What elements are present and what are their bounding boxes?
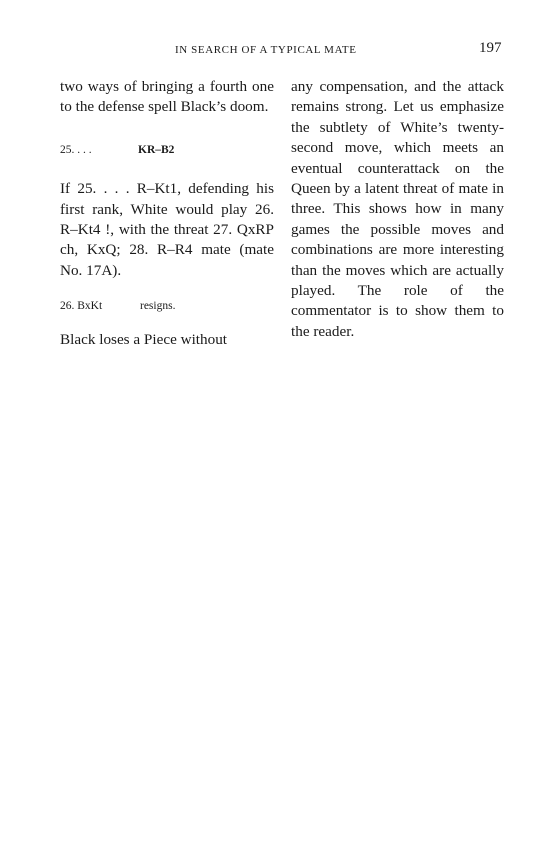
right-paragraph: any compensation, and the attack remains strong. Let us emphasize the subtlety of White’s twenty-second move, which meets an eventual counterattack on the Queen by a latent threat of mate in three. This shows how in many games the possible moves and combinations are more interesting than the moves which are actually played. The role of the commentator is to show them to the reader. <box>291 78 504 340</box>
move-25-text: KR–B2 <box>138 143 175 156</box>
move-25 <box>60 140 274 160</box>
move-26-number: 26. BxKt <box>60 300 103 313</box>
left-paragraph-3: Black loses a Piece without <box>60 330 228 348</box>
left-paragraph-1: two ways of bringing a fourth one to the defense spell Black’s doom. <box>60 78 274 116</box>
left-paragraph-2: If 25. . . . R–Kt1, defending his first rank, White would play 26. R–Kt4 !, with the threat 27. QxRP ch, KxQ; 28. R–R4 mate (mate No. 17A). <box>60 180 274 279</box>
running-head: IN SEARCH OF A TYPICAL MATE <box>175 44 357 56</box>
right-column <box>291 77 504 342</box>
move-25-number: 25. . . . <box>60 143 92 156</box>
left-column <box>60 77 274 350</box>
move-26 <box>60 296 274 316</box>
move-26-text: resigns. <box>140 300 176 313</box>
page-number: 197 <box>479 40 502 56</box>
